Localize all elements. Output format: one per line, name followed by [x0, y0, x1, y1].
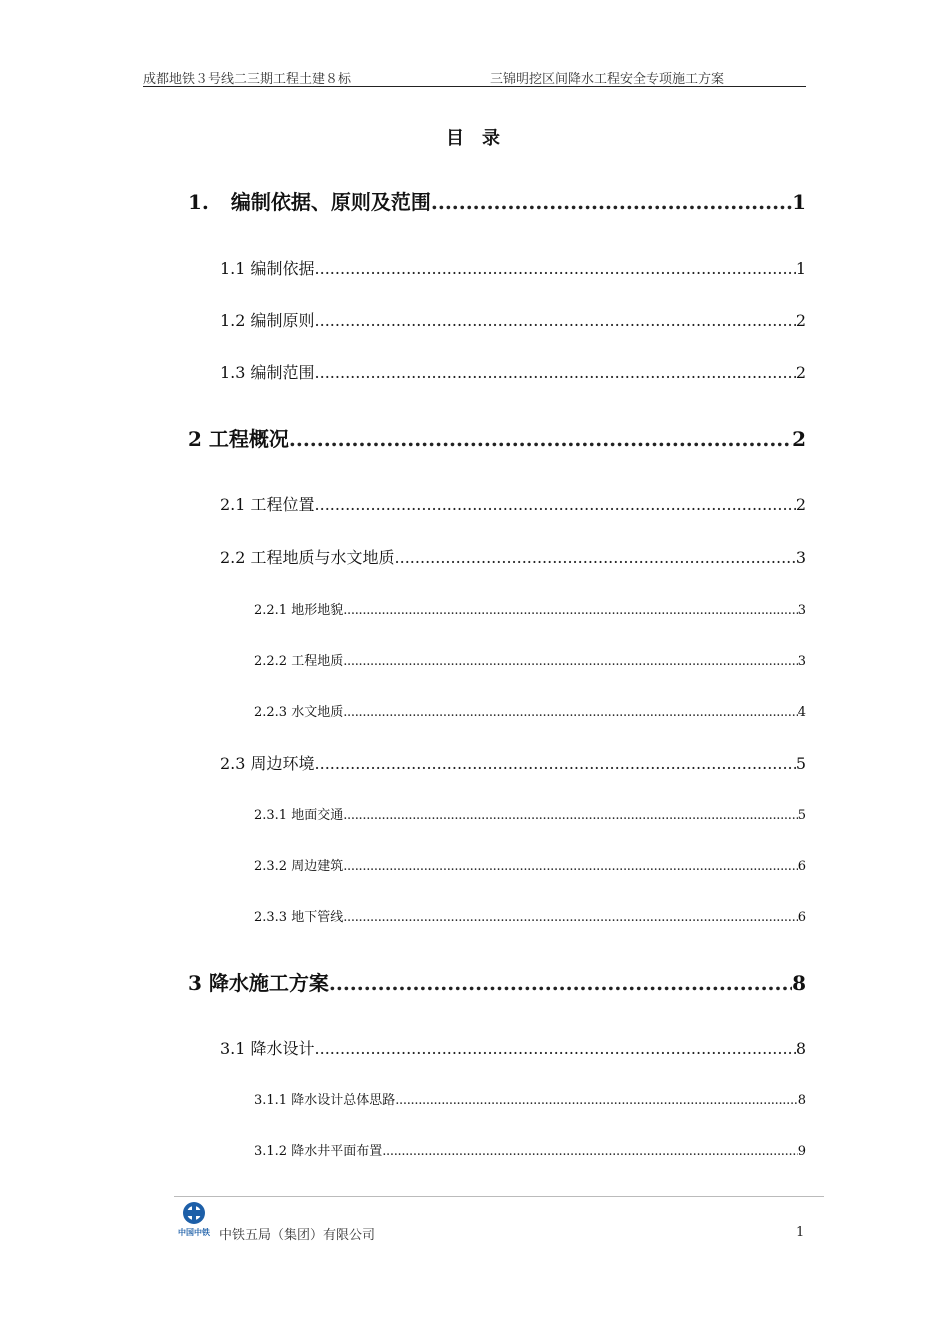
crec-logo-icon	[174, 1200, 214, 1240]
toc-leader-dots	[315, 495, 796, 514]
toc-leader-dots	[431, 190, 792, 214]
toc-leader-dots	[395, 1093, 798, 1108]
toc-entry-page: 3	[797, 654, 806, 669]
toc-entry-label: 2.2.1 地形地貌	[254, 603, 344, 618]
toc-entry-label: 2.2.2 工程地质	[254, 654, 344, 669]
toc-entry-label: 2.1 工程位置	[220, 495, 315, 514]
toc-entry-page: 4	[797, 705, 806, 720]
toc-entry-3-1-1[interactable]	[254, 1089, 806, 1108]
footer-page-number: 1	[796, 1225, 805, 1240]
toc-entry-2-2-2[interactable]	[254, 650, 806, 669]
toc-entry-page: 8	[797, 1093, 806, 1108]
toc-entry-2-1[interactable]	[220, 492, 806, 515]
toc-entry-page: 6	[797, 859, 806, 874]
page-header	[143, 66, 806, 87]
toc-entry-number: 1.	[188, 190, 209, 214]
toc-entry-label: 3.1.1 降水设计总体思路	[254, 1093, 396, 1108]
toc-leader-dots	[315, 363, 796, 382]
toc-entry-label: 3.1.2 降水井平面布置	[254, 1144, 383, 1159]
toc-leader-dots	[329, 971, 792, 995]
toc-entry-page: 8	[792, 971, 806, 995]
toc-leader-dots	[343, 603, 798, 618]
toc-entry-page: 2	[795, 495, 806, 514]
toc-entry-2[interactable]	[188, 423, 806, 452]
toc-entry-1-1[interactable]	[220, 256, 806, 279]
toc-entry-label: 1.2 编制原则	[220, 311, 315, 330]
toc-leader-dots	[343, 808, 798, 823]
toc-title-char-2: 录	[482, 128, 504, 149]
company-name: 中铁五局（集团）有限公司	[219, 1228, 376, 1243]
toc-entry-2-3-2[interactable]	[254, 855, 806, 874]
toc-entry-page: 3	[795, 548, 806, 567]
toc-entry-page: 5	[795, 754, 806, 773]
toc-leader-dots	[315, 1039, 796, 1058]
toc-entry-page: 1	[795, 259, 806, 278]
toc-entry-1-3[interactable]	[220, 360, 806, 383]
toc-entry-3-1[interactable]	[220, 1036, 806, 1059]
toc-title-char-1: 目	[446, 128, 468, 149]
toc-entry-label: 1.1 编制依据	[220, 259, 315, 278]
toc-leader-dots	[343, 910, 798, 925]
toc-leader-dots	[315, 311, 796, 330]
toc-entry-2-3[interactable]	[220, 751, 806, 774]
toc-leader-dots	[395, 548, 796, 567]
toc-entry-page: 2	[795, 311, 806, 330]
toc-title	[0, 124, 950, 150]
toc-entry-page: 9	[797, 1144, 806, 1159]
toc-entry-label: 2.3.3 地下管线	[254, 910, 344, 925]
toc-entry-page: 2	[792, 427, 806, 451]
toc-entry-2-2-3[interactable]	[254, 701, 806, 720]
toc-entry-label: 3 降水施工方案	[188, 971, 329, 995]
toc-entry-1-2[interactable]	[220, 308, 806, 331]
toc-leader-dots	[315, 259, 796, 278]
toc-entry-page: 2	[795, 363, 806, 382]
toc-leader-dots	[343, 859, 798, 874]
toc-leader-dots	[343, 654, 798, 669]
toc-entry-2-3-1[interactable]	[254, 804, 806, 823]
toc-entry-2-2-1[interactable]	[254, 599, 806, 618]
toc-entry-page: 3	[797, 603, 806, 618]
toc-entry-label: 编制依据、原则及范围	[230, 190, 431, 214]
toc-entry-label: 2.2.3 水文地质	[254, 705, 344, 720]
toc-entry-page: 1	[792, 190, 806, 214]
toc-entry-label: 1.3 编制范围	[220, 363, 315, 382]
company-logo	[174, 1200, 214, 1240]
toc-entry-label: 2 工程概况	[188, 427, 289, 451]
toc-entry-page: 5	[797, 808, 806, 823]
toc-entry-label: 2.3 周边环境	[220, 754, 315, 773]
toc-leader-dots	[382, 1144, 798, 1159]
toc-entry-2-3-3[interactable]	[254, 906, 806, 925]
toc-leader-dots	[289, 427, 792, 451]
footer-divider	[174, 1196, 824, 1197]
toc-leader-dots	[315, 754, 796, 773]
toc-entry-1[interactable]	[188, 186, 806, 215]
toc-entry-label: 2.2 工程地质与水文地质	[220, 548, 395, 567]
toc-entry-label: 2.3.2 周边建筑	[254, 859, 344, 874]
toc-entry-3[interactable]	[188, 967, 806, 996]
header-project-name: 成都地铁３号线二三期工程土建８标	[143, 72, 352, 87]
toc-entry-label: 2.3.1 地面交通	[254, 808, 344, 823]
toc-entry-3-1-2[interactable]	[254, 1140, 806, 1159]
toc-entry-label: 3.1 降水设计	[220, 1039, 315, 1058]
toc-leader-dots	[343, 705, 798, 720]
logo-text: 中国中铁	[178, 1228, 210, 1237]
toc-entry-2-2[interactable]	[220, 545, 806, 568]
toc-entry-page: 8	[795, 1039, 806, 1058]
header-document-title: 三锦明挖区间降水工程安全专项施工方案	[490, 72, 725, 87]
toc-entry-page: 6	[797, 910, 806, 925]
